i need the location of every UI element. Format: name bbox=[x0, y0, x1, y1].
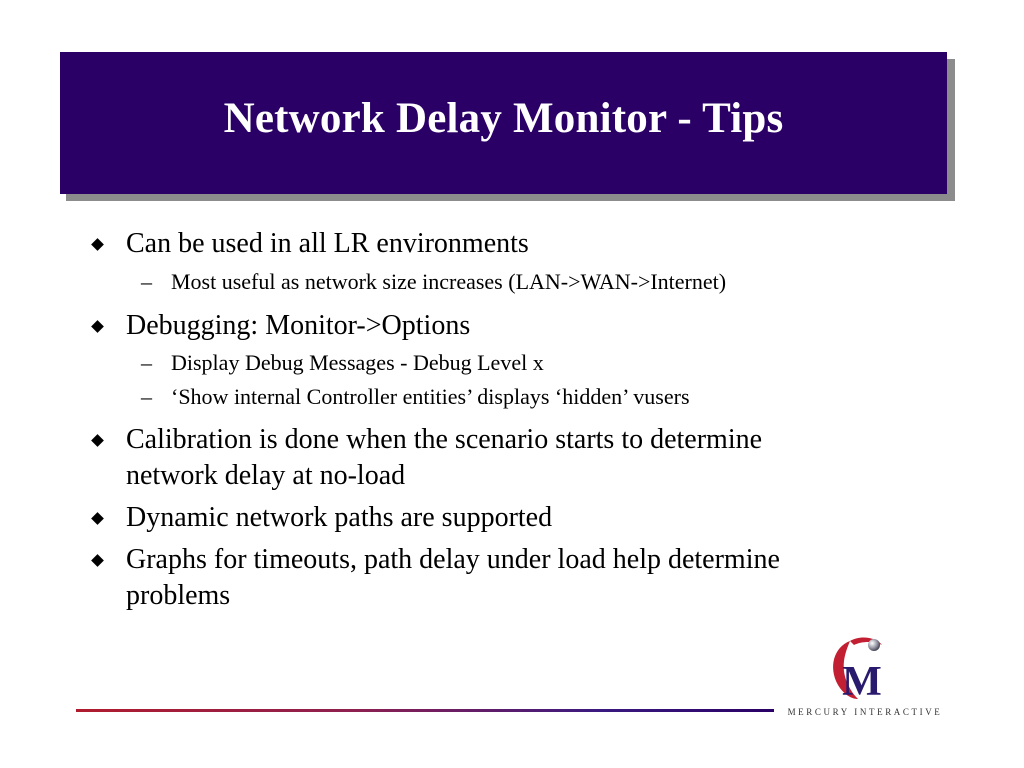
sub-bullet-text: Display Debug Messages - Debug Level x bbox=[171, 350, 544, 375]
diamond-bullet-icon bbox=[91, 554, 104, 567]
sub-bullet-text: ‘Show internal Controller entities’ displays ‘hidden’ vusers bbox=[171, 384, 690, 409]
bullet-text-line2: network delay at no-load bbox=[126, 460, 406, 491]
dash-marker: – bbox=[141, 350, 152, 375]
dash-marker: – bbox=[141, 384, 152, 409]
diamond-bullet-icon bbox=[91, 320, 104, 333]
sub-bullet-text: Most useful as network size increases (LAN->WAN->Internet) bbox=[171, 269, 727, 294]
bullet-item bbox=[86, 542, 946, 614]
sub-bullet-item bbox=[86, 383, 946, 411]
footer-divider bbox=[76, 709, 774, 712]
diamond-bullet-icon bbox=[91, 512, 104, 525]
dash-marker: – bbox=[141, 269, 152, 294]
bullet-text-line1: Graphs for timeouts, path delay under load help determine bbox=[126, 544, 780, 575]
diamond-bullet-icon bbox=[91, 238, 104, 251]
bullet-text: Debugging: Monitor->Options bbox=[126, 310, 471, 341]
title-banner bbox=[60, 52, 947, 194]
bullet-text-line2: problems bbox=[126, 580, 231, 611]
sub-bullet-item bbox=[86, 268, 946, 296]
mercury-interactive-logo-icon bbox=[824, 633, 894, 703]
mercury-interactive-logo bbox=[780, 633, 950, 723]
logo-letter: M bbox=[842, 659, 882, 703]
bullet-item bbox=[86, 500, 946, 536]
bullet-item bbox=[86, 226, 946, 262]
logo-text: MERCURY INTERACTIVE bbox=[787, 707, 943, 717]
bullet-list bbox=[86, 226, 946, 614]
bullet-item bbox=[86, 422, 946, 494]
diamond-bullet-icon bbox=[91, 434, 104, 447]
sub-bullet-item bbox=[86, 349, 946, 377]
bullet-text-line1: Calibration is done when the scenario starts to determine bbox=[126, 424, 763, 455]
bullet-text: Dynamic network paths are supported bbox=[126, 502, 553, 533]
bullet-text: Can be used in all LR environments bbox=[126, 228, 529, 259]
bullet-item bbox=[86, 308, 946, 344]
slide-title: Network Delay Monitor - Tips bbox=[223, 94, 784, 142]
